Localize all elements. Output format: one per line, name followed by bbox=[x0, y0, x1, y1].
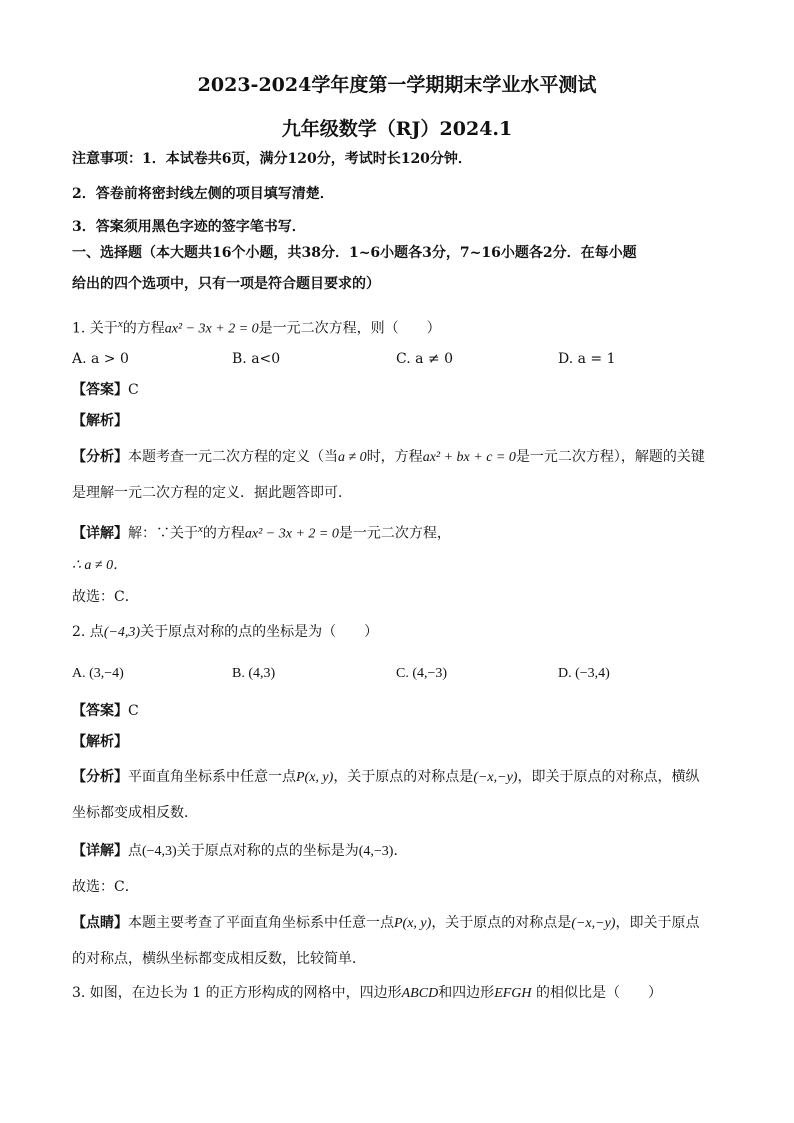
q3-stem-pre: 3. 如图，在边长为 1 的正方形构成的网格中，四边形 bbox=[72, 985, 402, 1001]
q1-fenxi-1b: a ≠ 0 bbox=[338, 450, 367, 465]
q1-xiangjie-e: 是一元二次方程， bbox=[338, 525, 451, 542]
q2-xiangjie-c: 关于原点对称的点的坐标是为 bbox=[176, 843, 359, 859]
q2-fenxi-a: 平面直角坐标系中任意一点 bbox=[128, 769, 296, 785]
q2-dianjing-line2: 的对称点，横纵坐标都变成相反数，比较简单． bbox=[72, 951, 366, 967]
q1-xiangjie-tag: 【详解】 bbox=[72, 525, 128, 542]
note-2: 2．答卷前将密封线左侧的项目填写清楚． bbox=[72, 186, 334, 202]
q2-choose: 故选：C． bbox=[72, 879, 139, 895]
q1-stem-post: 是一元二次方程，则（ ） bbox=[258, 320, 441, 337]
q2-answer-tag: 【答案】 bbox=[72, 703, 128, 719]
q1-option-d: D. a = 1 bbox=[558, 351, 616, 367]
q1-fenxi-1e: 是一元二次方程），解题的关键 bbox=[515, 449, 705, 465]
q2-stem-pre: 2. 点 bbox=[72, 624, 104, 640]
q2-option-b: B. (4,3) bbox=[232, 666, 276, 681]
q1-xiangjie-b: x bbox=[198, 523, 203, 535]
q1-fenxi-line2: 是理解一元二次方程的定义．据此题答即可． bbox=[72, 485, 352, 501]
section-heading-line1: 一、选择题（本大题共16个小题，共38分．1~6小题各3分，7~16小题各2分．在每小题 bbox=[72, 245, 637, 261]
q1-xiangjie-c: 的方程 bbox=[202, 525, 245, 542]
q1-fenxi-1a: 本题考查一元二次方程的定义（当 bbox=[128, 449, 338, 465]
q2-option-d: D. (−3,4) bbox=[558, 666, 610, 681]
q3-stem-b: EFGH bbox=[494, 986, 532, 1001]
q1-stem bbox=[72, 314, 441, 340]
q1-choose: 故选：C． bbox=[72, 589, 139, 605]
q1-stem-eq: ax² − 3x + 2 = 0 bbox=[164, 321, 259, 337]
q2-fenxi-d: (−x,−y) bbox=[473, 770, 518, 785]
q2-dianjing-line1 bbox=[72, 913, 699, 934]
q1-fenxi-line1 bbox=[72, 447, 705, 468]
q2-option-a: A. (3,−4) bbox=[72, 666, 124, 681]
q1-fenxi-1c: 时，方程 bbox=[366, 449, 423, 465]
note-1: 注意事项：1．本试卷共6页，满分120分，考试时长120分钟． bbox=[72, 151, 472, 167]
q2-dianjing-d: (−x,−y) bbox=[571, 916, 616, 931]
q1-answer-tag: 【答案】 bbox=[72, 382, 128, 398]
q3-stem-post: 的相似比是（ ） bbox=[531, 985, 662, 1001]
q2-fenxi-line2: 坐标都变成相反数． bbox=[72, 805, 198, 821]
q1-fenxi-tag: 【分析】 bbox=[72, 449, 128, 465]
q2-dianjing-c: ，关于原点的对称点是 bbox=[431, 915, 572, 931]
q2-fenxi-c: ，关于原点的对称点是 bbox=[333, 769, 474, 785]
q1-option-b: B. a<0 bbox=[232, 351, 281, 367]
q1-xiangjie-a: 解：∵关于 bbox=[128, 525, 198, 542]
q2-xiangjie-e: ． bbox=[393, 843, 408, 859]
q2-dianjing-tag: 【点睛】 bbox=[72, 915, 128, 931]
q3-stem bbox=[72, 983, 662, 1004]
q1-option-a: A. a > 0 bbox=[72, 351, 129, 367]
q1-stem-mid: 的方程 bbox=[122, 320, 165, 337]
page-subtitle: 九年级数学（RJ）2024.1 bbox=[281, 118, 513, 140]
q1-answer-value: C bbox=[128, 382, 139, 398]
q2-xiangjie-d: (4,−3) bbox=[358, 844, 394, 859]
q2-xiangjie-tag: 【详解】 bbox=[72, 843, 128, 859]
q2-fenxi-e: ，即关于原点的对称点，横纵 bbox=[517, 769, 700, 785]
q1-jiexi: 【解析】 bbox=[72, 413, 128, 429]
q2-stem bbox=[72, 622, 378, 643]
q2-xiangjie-a: 点 bbox=[128, 843, 142, 859]
q1-xiangjie-d: ax² − 3x + 2 = 0 bbox=[244, 526, 339, 542]
q2-option-c: C. (4,−3) bbox=[396, 666, 448, 681]
q2-fenxi-tag: 【分析】 bbox=[72, 769, 128, 785]
q1-stem-pre: 1. 关于 bbox=[72, 320, 118, 337]
q1-option-c: C. a ≠ 0 bbox=[396, 351, 453, 367]
q2-dianjing-a: 本题主要考查了平面直角坐标系中任意一点 bbox=[128, 915, 394, 931]
q2-xiangjie bbox=[72, 841, 407, 862]
q1-fenxi-1d: ax² + bx + c = 0 bbox=[422, 450, 516, 465]
q3-stem-a: ABCD bbox=[401, 986, 439, 1001]
q3-stem-mid: 和四边形 bbox=[438, 985, 495, 1001]
q1-stem-var: x bbox=[117, 318, 123, 330]
page-title: 2023-2024学年度第一学期期末学业水平测试 bbox=[197, 74, 597, 96]
q2-answer-value: C bbox=[128, 703, 139, 719]
q2-fenxi-b: P(x, y) bbox=[296, 770, 334, 785]
q2-stem-post: 关于原点对称的点的坐标是为（ ） bbox=[140, 624, 379, 640]
q1-therefore: ∴ a ≠ 0． bbox=[72, 558, 128, 573]
q2-dianjing-e: ，即关于原点 bbox=[615, 915, 700, 931]
q1-xiangjie bbox=[72, 519, 451, 545]
q1-answer bbox=[72, 380, 139, 400]
section-heading-line2: 给出的四个选项中，只有一项是符合题目要求的） bbox=[72, 276, 380, 292]
q2-fenxi-line1 bbox=[72, 767, 699, 788]
note-3: 3．答案须用黑色字迹的签字笔书写． bbox=[72, 219, 306, 235]
q2-xiangjie-b: (−4,3) bbox=[142, 844, 177, 859]
q2-jiexi: 【解析】 bbox=[72, 734, 128, 750]
q2-answer bbox=[72, 701, 139, 721]
q2-dianjing-b: P(x, y) bbox=[394, 916, 432, 931]
q2-stem-point: (−4,3) bbox=[103, 625, 141, 640]
